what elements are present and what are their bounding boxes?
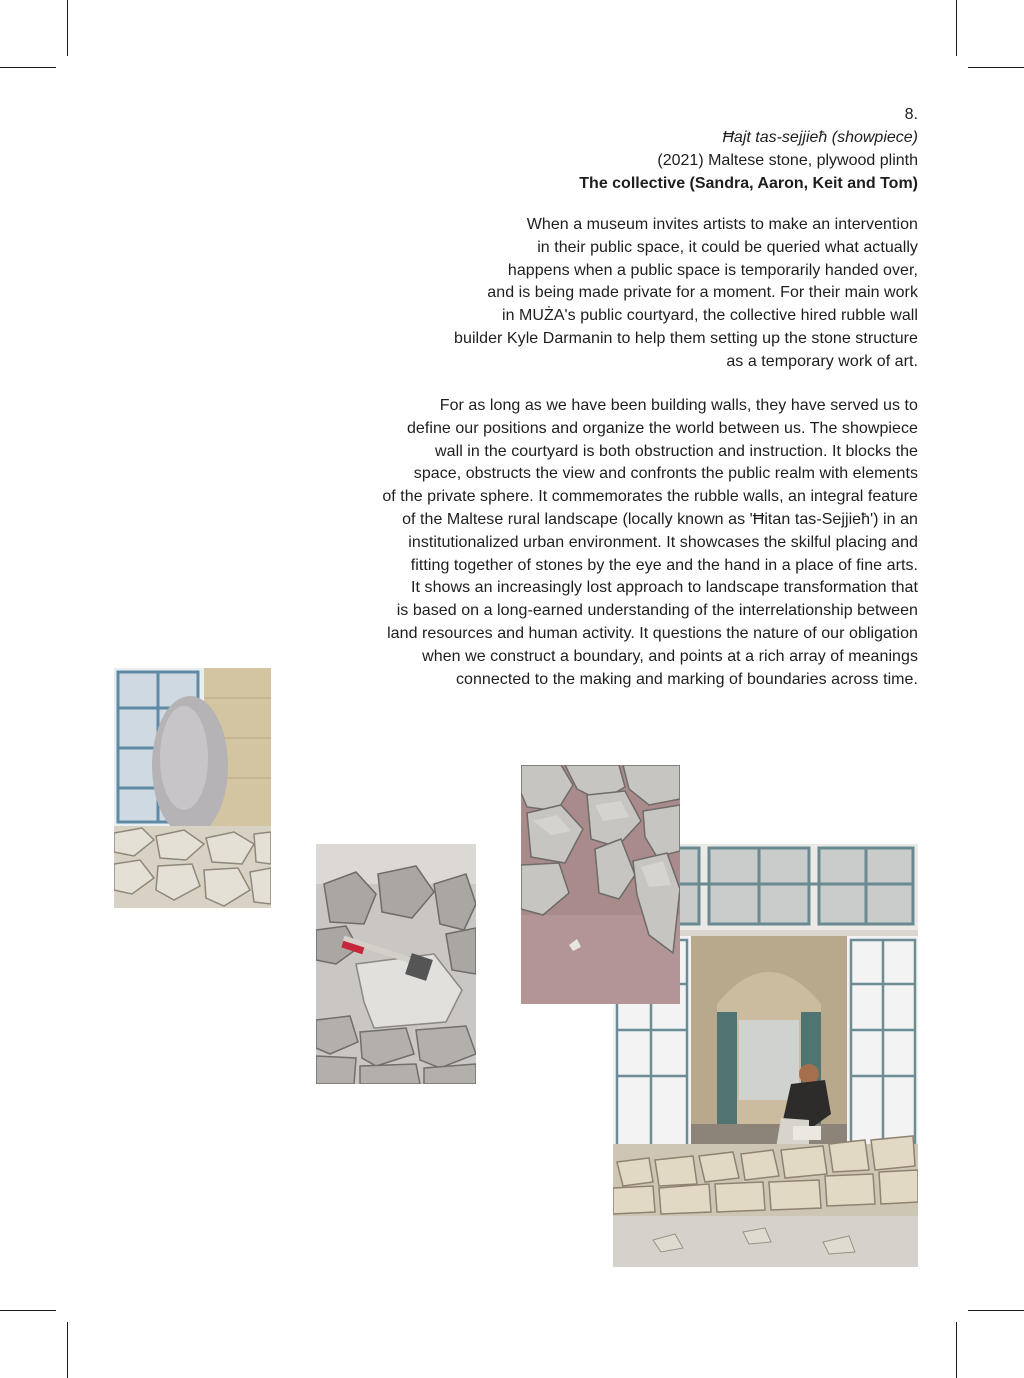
- text-line: of the Maltese rural landscape (locally known as 'Ħitan tas-Sejjieħ') in an: [402, 510, 918, 528]
- crop-mark: [956, 0, 957, 56]
- crop-mark: [67, 0, 68, 56]
- text-line: happens when a public space is temporarily handed over,: [507, 261, 918, 279]
- text-line: when we construct a boundary, and points at a rich array of meanings: [422, 647, 918, 665]
- text-line: wall in the courtyard is both obstruction and instruction. It blocks the: [435, 442, 918, 460]
- text-line: in MUŻA's public courtyard, the collective hired rubble wall: [501, 307, 918, 325]
- text-line: connected to the making and marking of boundaries across time.: [455, 670, 918, 688]
- crop-mark: [0, 67, 56, 68]
- artwork-caption: [579, 103, 918, 195]
- text-line: It shows an increasingly lost approach to landscape transformation that: [411, 579, 918, 597]
- artwork-details: (2021) Maltese stone, plywood plinth: [657, 152, 918, 169]
- text-line: is based on a long-earned understanding of the interrelationship between: [396, 602, 918, 620]
- crop-mark: [0, 1310, 56, 1311]
- text-line: For as long as we have been building walls, they have served us to: [439, 397, 918, 414]
- text-line: space, obstructs the view and confronts the public realm with elements: [413, 465, 918, 483]
- photo-mirror-on-wall: [114, 668, 271, 908]
- crop-mark: [968, 1310, 1024, 1311]
- text-line: builder Kyle Darmanin to help them setting up the stone structure: [454, 329, 918, 347]
- text-line: as a temporary work of art.: [726, 352, 918, 370]
- text-line: define our positions and organize the world between us. The showpiece: [406, 419, 918, 437]
- intro-paragraph: [454, 214, 918, 374]
- text-line: in their public space, it could be queried what actually: [537, 238, 918, 256]
- crop-mark: [956, 1322, 957, 1378]
- artwork-title: Ħajt tas-sejjieħ (showpiece): [722, 129, 918, 146]
- text-line: of the private sphere. It commemorates the rubble walls, an integral feature: [382, 488, 918, 506]
- text-line: When a museum invites artists to make an intervention: [526, 216, 918, 233]
- crop-mark: [968, 67, 1024, 68]
- crop-mark: [67, 1322, 68, 1378]
- text-line: institutionalized urban environment. It showcases the skilful placing and: [408, 533, 918, 551]
- text-line: and is being made private for a moment. For their main work: [487, 284, 918, 302]
- body-paragraph: [382, 395, 918, 691]
- text-line: fitting together of stones by the eye and the hand in a place of fine arts.: [410, 556, 918, 574]
- artwork-number: 8.: [904, 106, 918, 123]
- artwork-creator: The collective (Sandra, Aaron, Keit and Tom): [579, 175, 918, 192]
- photo-stone-pile: [521, 765, 680, 1004]
- photo-hammer-on-stones: [316, 844, 476, 1084]
- text-line: land resources and human activity. It questions the nature of our obligation: [387, 624, 918, 642]
